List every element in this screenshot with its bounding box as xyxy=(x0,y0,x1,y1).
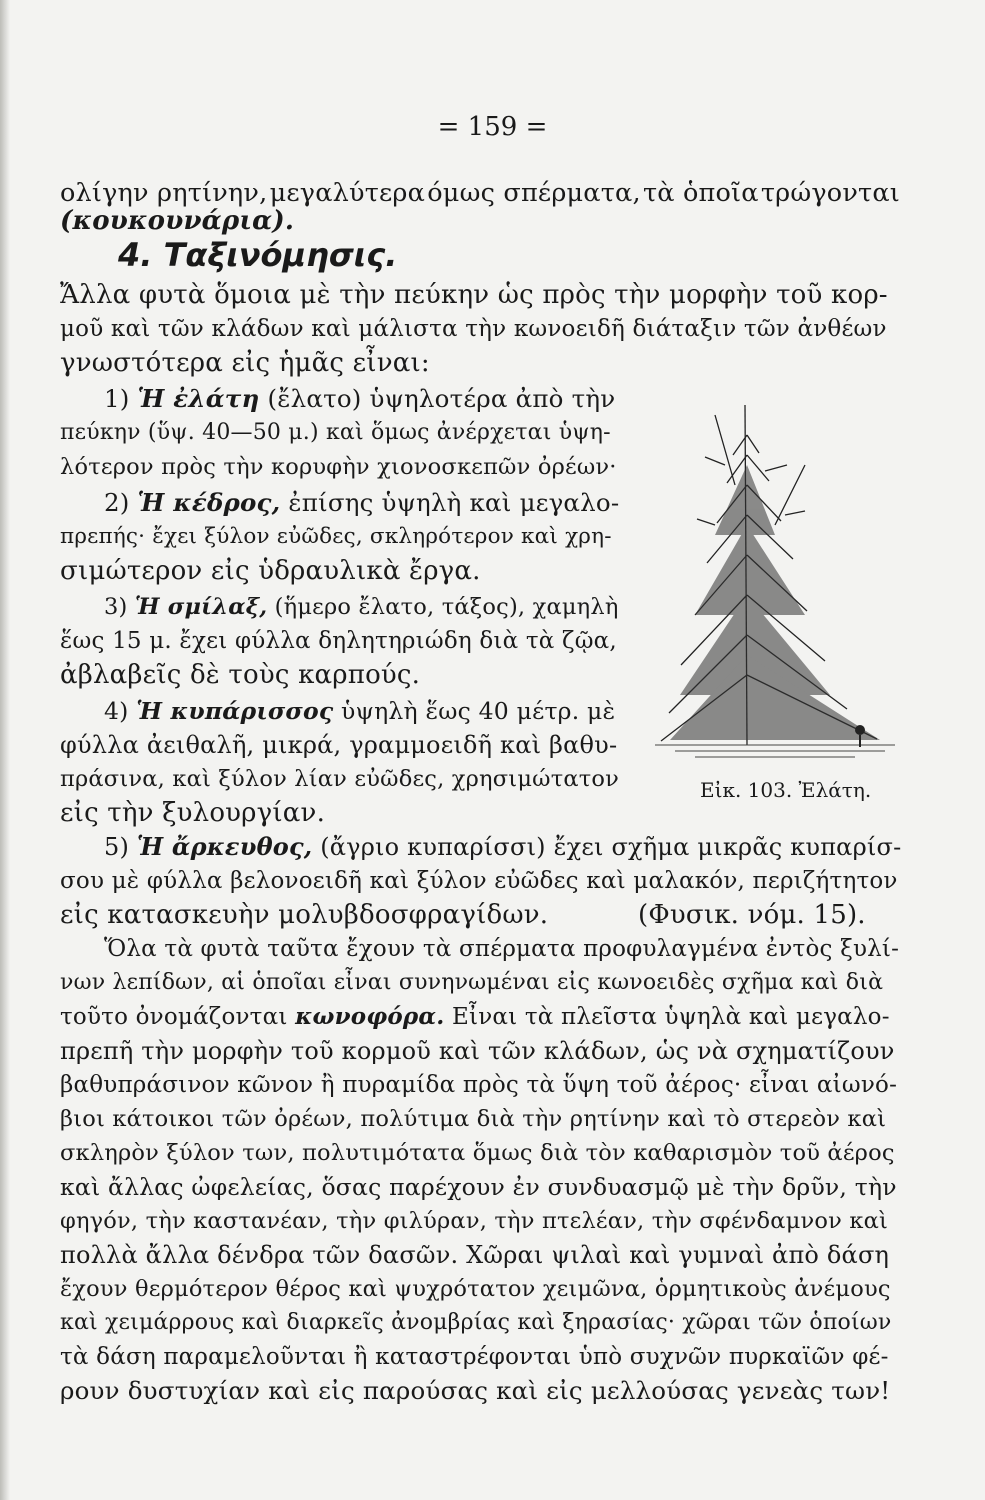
text-segment: τοῦτο ὀνομάζονται xyxy=(60,1004,288,1030)
text-line-10: πρεπής· ἔχει ξύλον εὐῶδες, σκληρότερον καὶ χρη- xyxy=(60,524,612,549)
text-segment: (ἄγριο κυπαρίσσι) ἔχει σχῆμα μικρᾶς κυπαρίσ- xyxy=(320,833,902,861)
text-line-29: καὶ ἄλλας ὠφελείας, ὅσας παρέχουν ἐν συνδυασμῷ μὲ τὴν δρῦν, τὴν xyxy=(60,1173,897,1201)
text-line-5: γνωστότερα εἰς ἡμᾶς εἶναι: xyxy=(60,348,430,378)
text-line-16: φύλλα ἀειθαλῆ, μικρά, γραμμοειδῆ καὶ βαθυ- xyxy=(60,731,618,759)
list-item-1 xyxy=(104,382,624,416)
text-line-23: νων λεπίδων, αἱ ὁποῖαι εἶναι συνηνωμέναι εἰς κωνοειδὲς σχῆμα καὶ διὰ xyxy=(60,970,884,995)
text-line-8: λότερον πρὸς τὴν κορυφὴν χιονοσκεπῶν ὀρέων· xyxy=(60,454,617,480)
list-item-3 xyxy=(104,590,624,624)
list-number: 4) xyxy=(104,697,129,725)
text-line-27: βιοι κάτοικοι τῶν ὀρέων, πολύτιμα διὰ τὴν ρητίνην καὶ τὸ στερεὸν καὶ xyxy=(60,1106,887,1132)
text-line-21 xyxy=(60,898,900,932)
text-line-35: ρουν δυστυχίαν καὶ εἰς παρούσας καὶ εἰς μελλούσας γενεὰς των! xyxy=(60,1376,891,1405)
text-segment: ὑψηλὴ ἕως 40 μέτρ. μὲ xyxy=(341,697,616,725)
list-item-5 xyxy=(104,830,900,864)
list-item-4 xyxy=(104,694,624,728)
text-line-13: ἕως 15 μ. ἔχει φύλλα δηλητηριώδη διὰ τὰ ζῷα, xyxy=(60,628,617,654)
bold-term: Ἡ κυπάρισσος xyxy=(136,697,334,725)
text-line-11: σιμώτερον εἰς ὑδραυλικὰ ἔργα. xyxy=(60,556,481,586)
text-line-33: καὶ χειμάρρους καὶ διαρκεῖς ἀνομβρίας καὶ ξηρασίας· χῶραι τῶν ὁποίων xyxy=(60,1310,892,1335)
bold-term: κωνοφόρα. xyxy=(295,1003,445,1030)
bold-term: Ἡ ἐλάτη xyxy=(137,384,260,413)
section-heading: 4. Ταξινόμησις. xyxy=(118,236,398,274)
text-line-18: εἰς τὴν ξυλουργίαν. xyxy=(60,798,326,828)
text-segment: (ἥμερο ἔλατο, τάξος), χαμηλὴ xyxy=(274,594,619,620)
text-line-2 xyxy=(60,204,900,238)
text-line-14: ἀβλαβεῖς δὲ τοὺς καρπούς. xyxy=(60,660,421,690)
bold-term: Ἡ κέδρος, xyxy=(137,488,281,517)
bold-term: Ἡ ἄρκευθος, xyxy=(136,832,313,861)
figure-caption: Εἰκ. 103. Ἐλάτη. xyxy=(700,778,872,802)
text-segment: (ἔλατο) ὑψηλοτέρα ἀπὸ τὴν xyxy=(267,384,616,413)
text-line-28: σκληρὸν ξύλον των, πολυτιμότατα ὅμως διὰ τὸν καθαρισμὸν τοῦ ἀέρος xyxy=(60,1140,895,1166)
text-line-7: πεύκην (ὕψ. 40—50 μ.) καὶ ὅμως ἀνέρχεται ὑψη- xyxy=(60,420,611,445)
text-segment: ολίγην ρητίνην, xyxy=(60,178,268,208)
text-line-25: πρεπῆ τὴν μορφὴν τοῦ κορμοῦ καὶ τῶν κλάδων, ὡς νὰ σχηματίζουν xyxy=(60,1037,895,1065)
text-line-4: μοῦ καὶ τῶν κλάδων καὶ μάλιστα τὴν κωνοειδῆ διάταξιν τῶν ἀνθέων xyxy=(60,316,887,342)
text-line-34: τὰ δάση παραμελοῦνται ἢ καταστρέφονται ὑπὸ συχνῶν πυρκαϊῶν φέ- xyxy=(60,1344,889,1370)
list-number: 5) xyxy=(104,833,130,861)
reference-note: (Φυσικ. νόμ. 15). xyxy=(638,900,866,930)
fir-tree-illustration xyxy=(655,395,900,775)
text-segment: μεγαλύτερα xyxy=(269,178,426,208)
page-number: = 159 = xyxy=(437,112,548,142)
bold-term: Ἡ σμίλαξ, xyxy=(134,594,268,620)
list-item-2 xyxy=(104,486,624,520)
text-segment: εἰς κατασκευὴν μολυβδοσφραγίδων. xyxy=(60,900,549,930)
text-line-20: σου μὲ φύλλα βελονοειδῆ καὶ ξύλον εὐῶδες καὶ μαλακόν, περιζήτητον xyxy=(60,868,898,894)
text-segment: τὰ ὁποῖα xyxy=(642,178,759,208)
text-segment: τρώγονται xyxy=(760,178,900,208)
text-segment: όμως σπέρματα, xyxy=(427,178,641,208)
text-line-17: πράσινα, καὶ ξύλον λίαν εὐῶδες, χρησιμώτατον xyxy=(60,766,620,792)
text-line-22: Ὅλα τὰ φυτὰ ταῦτα ἔχουν τὰ σπέρματα προφυλαγμένα ἐντὸς ξυλί- xyxy=(104,936,900,962)
text-line-32: ἔχουν θερμότερον θέρος καὶ ψυχρότατον χειμῶνα, ὁρμητικοὺς ἀνέμους xyxy=(60,1276,891,1302)
list-number: 1) xyxy=(104,384,130,413)
text-segment: ἐπίσης ὑψηλὴ καὶ μεγαλο- xyxy=(288,488,620,517)
page-spine-shadow xyxy=(0,0,10,1500)
bold-term: (κουκουνάρια). xyxy=(60,206,295,236)
text-line-26: βαθυπράσινον κῶνον ἢ πυραμίδα πρὸς τὰ ὕψη τοῦ ἀέρος· εἶναι αἰωνό- xyxy=(60,1072,898,1098)
text-line-30: φηγόν, τὴν καστανέαν, τὴν φιλύραν, τὴν πτελέαν, τὴν σφένδαμνον καὶ xyxy=(60,1208,889,1234)
text-line-3: Ἄλλα φυτὰ ὅμοια μὲ τὴν πεύκην ὡς πρὸς τὴν μορφὴν τοῦ κορ- xyxy=(60,280,888,310)
list-number: 2) xyxy=(104,488,130,517)
text-line-31: πολλὰ ἄλλα δένδρα τῶν δασῶν. Χῶραι ψιλαὶ καὶ γυμναὶ ἀπὸ δάση xyxy=(60,1241,890,1269)
text-line-24 xyxy=(60,1000,900,1034)
list-number: 3) xyxy=(104,594,128,620)
text-segment: Εἶναι τὰ πλεῖστα ὑψηλὰ καὶ μεγαλο- xyxy=(452,1004,890,1030)
